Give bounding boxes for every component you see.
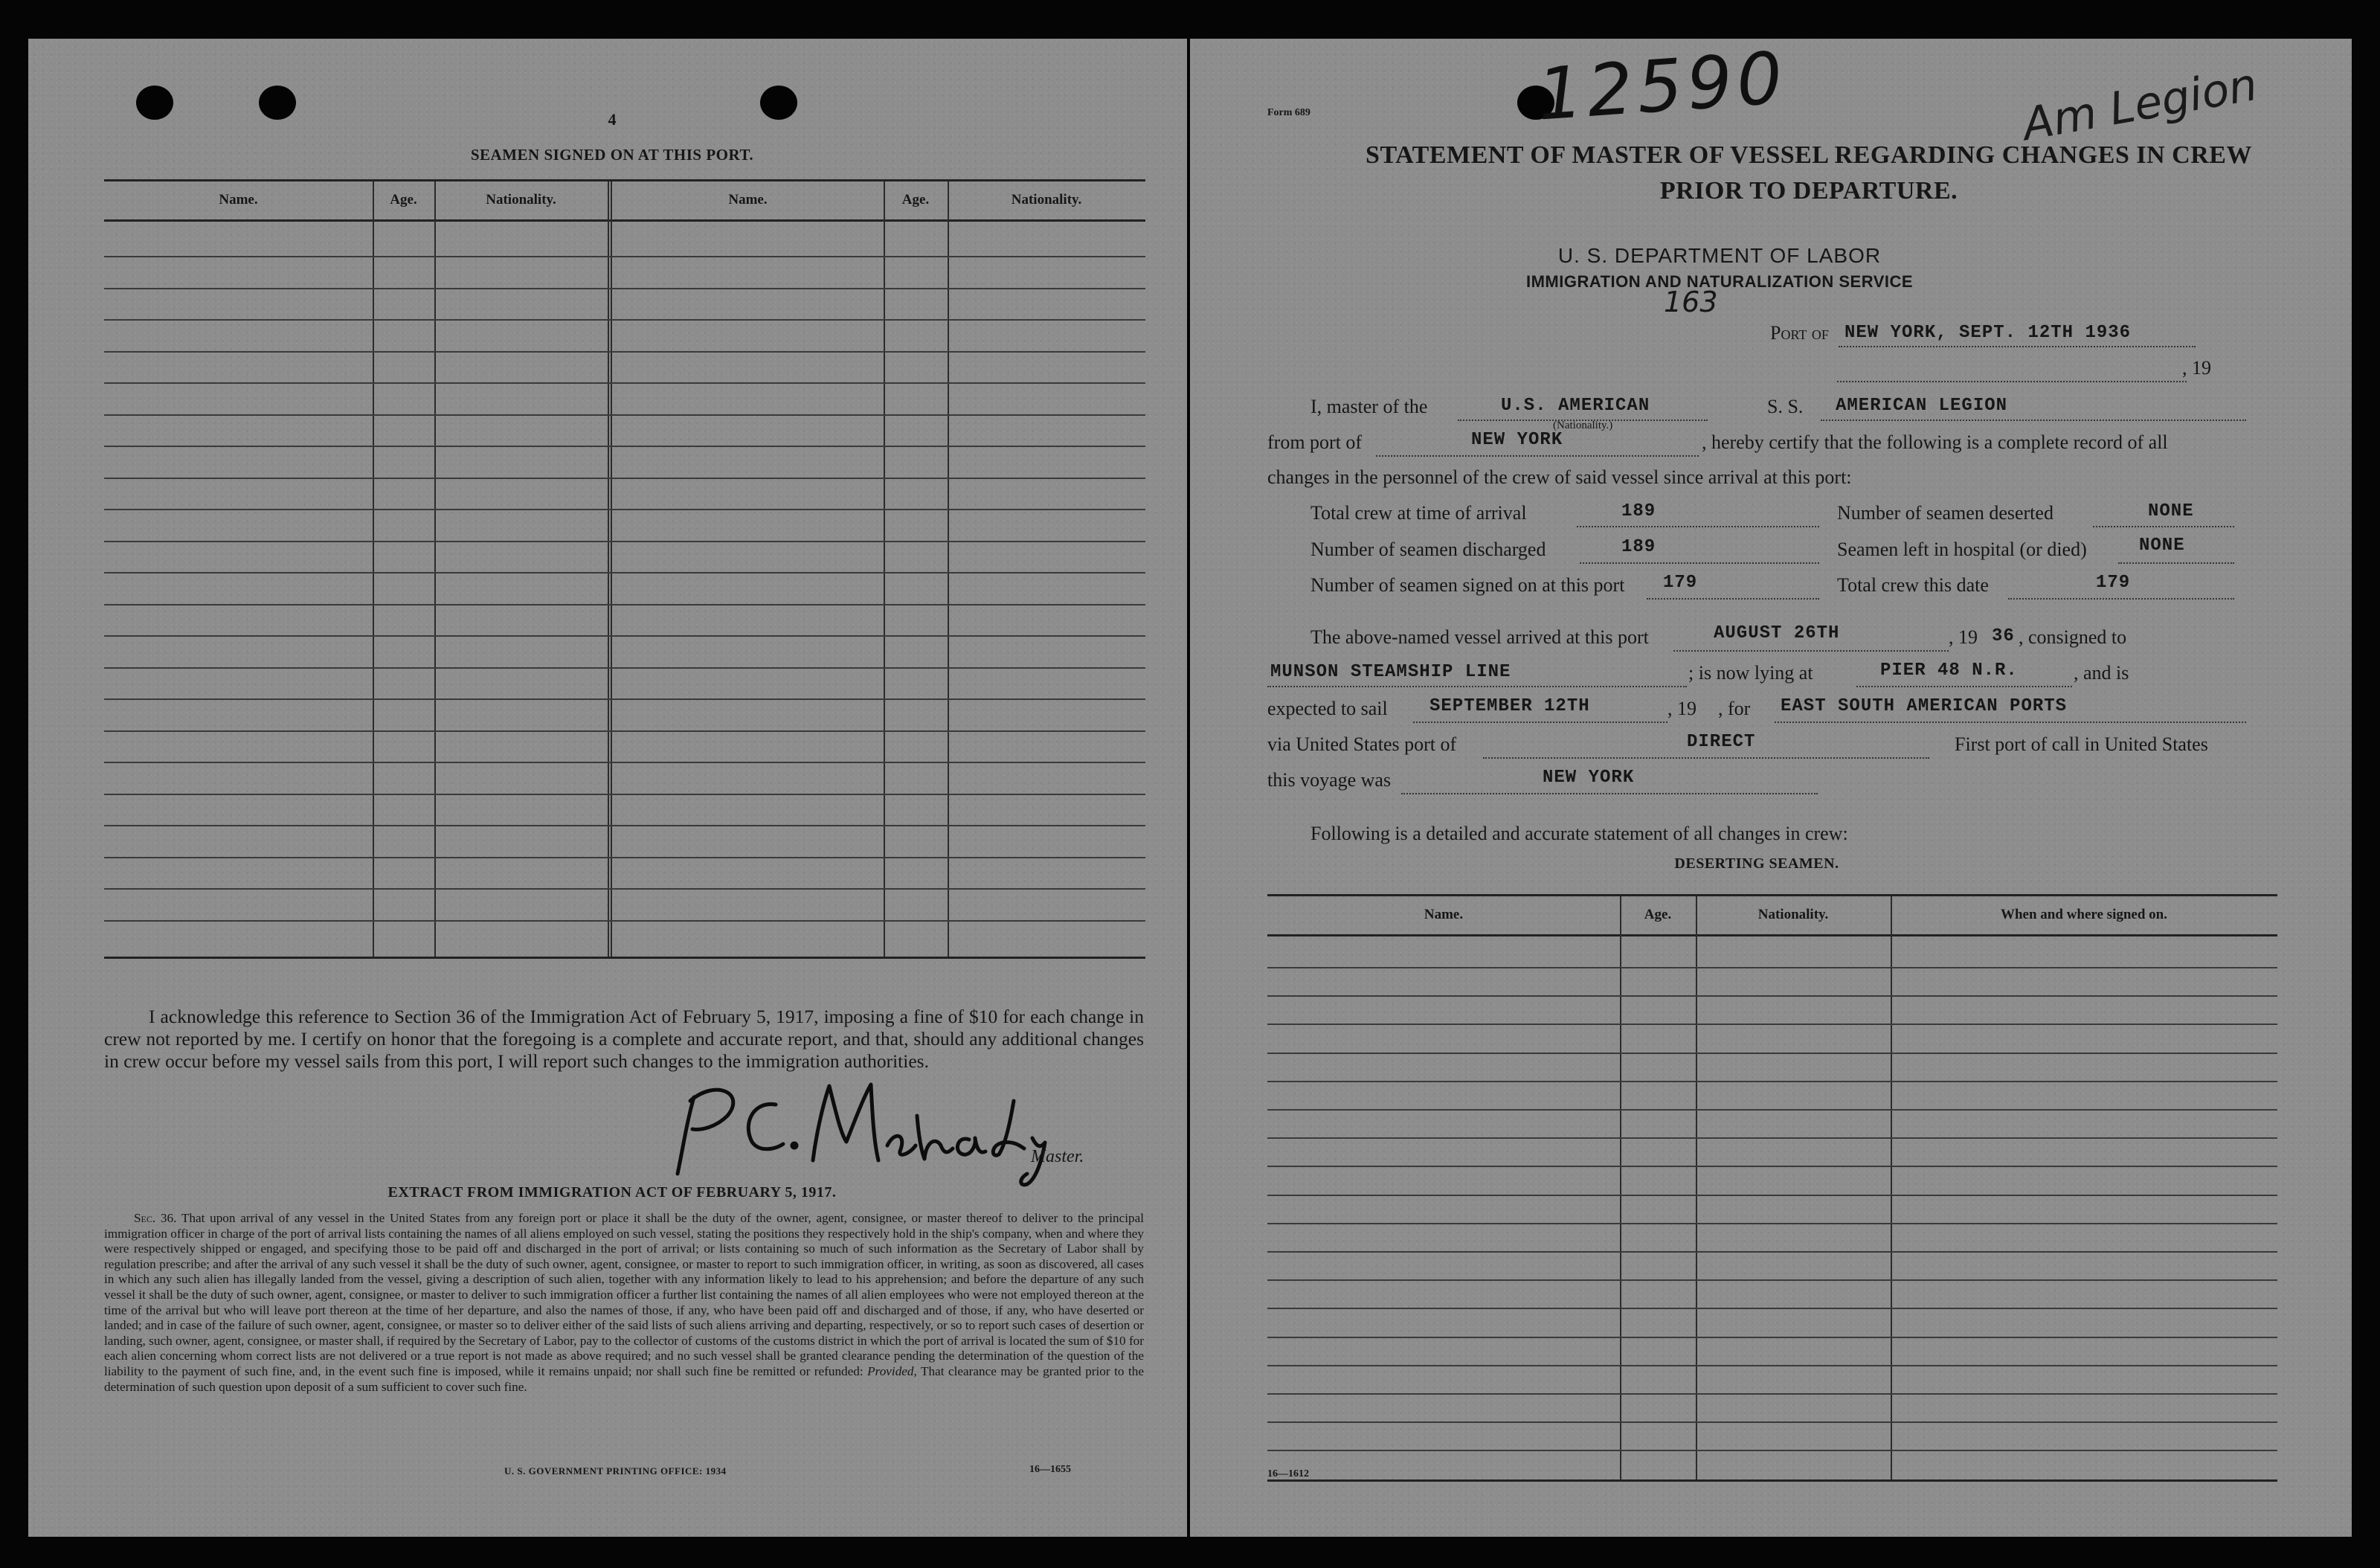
service-name: IMMIGRATION AND NATURALIZATION SERVICE bbox=[1525, 272, 1914, 291]
year-suffix: , 19 bbox=[2182, 357, 2211, 379]
table-header-row bbox=[1267, 896, 2277, 936]
table-row-rule bbox=[1267, 1053, 2277, 1054]
column-divider bbox=[608, 181, 612, 959]
expected-value: SEPTEMBER 12TH bbox=[1429, 696, 1590, 716]
port-value: NEW YORK, SEPT. 12TH 1936 bbox=[1844, 323, 2132, 343]
date-field-line bbox=[1837, 360, 2187, 382]
signed-on-label: Number of seamen signed on at this port bbox=[1310, 574, 1625, 596]
table-row-rule bbox=[104, 541, 1145, 542]
deserted-label: Number of seamen deserted bbox=[1837, 502, 2053, 524]
table-row-rule bbox=[1267, 1137, 2277, 1139]
stamp-number: 12590 bbox=[1534, 36, 1789, 137]
col-age-header: Age. bbox=[390, 192, 417, 208]
lying-label: ; is now lying at bbox=[1688, 662, 1813, 684]
page-number: 4 bbox=[608, 110, 617, 129]
table-row-rule bbox=[1267, 1421, 2277, 1423]
handwritten-vessel-note: Am Legion bbox=[2019, 58, 2262, 152]
seamen-signed-table bbox=[104, 179, 1145, 959]
nationality-value: U.S. AMERICAN bbox=[1501, 396, 1650, 416]
following-text: Following is a detailed and accurate statement of all changes in crew: bbox=[1310, 823, 1848, 844]
voyage-value: NEW YORK bbox=[1543, 768, 1635, 788]
table-row-rule bbox=[1267, 1365, 2277, 1366]
table-row-rule bbox=[104, 825, 1145, 826]
column-divider bbox=[373, 181, 374, 959]
col-name-header: Name. bbox=[219, 192, 258, 208]
from-port-value: NEW YORK bbox=[1471, 430, 1563, 450]
total-crew-date-value: 179 bbox=[2096, 573, 2131, 593]
arrived-value: AUGUST 26TH bbox=[1714, 623, 1840, 643]
table-row-rule bbox=[104, 794, 1145, 795]
table-row-rule bbox=[104, 351, 1145, 353]
col-nationality-header: Nationality. bbox=[1757, 907, 1829, 922]
table-row-rule bbox=[104, 478, 1145, 479]
table-row-rule bbox=[104, 635, 1145, 637]
seamen-signed-heading: SEAMEN SIGNED ON AT THIS PORT. bbox=[470, 146, 754, 164]
table-row-rule bbox=[1267, 1393, 2277, 1395]
table-row-rule bbox=[104, 667, 1145, 669]
form-title-line1: STATEMENT OF MASTER OF VESSEL REGARDING CHANGES IN CREW bbox=[1366, 141, 2252, 169]
handwritten-number: 163 bbox=[1664, 286, 1718, 318]
discharged-label: Number of seamen discharged bbox=[1310, 539, 1546, 560]
extract-text bbox=[104, 1211, 1144, 1395]
table-row-rule bbox=[104, 319, 1145, 321]
table-row-rule bbox=[104, 509, 1145, 510]
via-label: via United States port of bbox=[1267, 733, 1457, 755]
form-label: Form 689 bbox=[1267, 107, 1310, 118]
form-title-line2: PRIOR TO DEPARTURE. bbox=[1659, 177, 1958, 205]
arrived-year-prefix: , 19 bbox=[1949, 626, 1978, 648]
via-value: DIRECT bbox=[1687, 732, 1756, 752]
for-label: , for bbox=[1718, 698, 1751, 719]
column-divider bbox=[434, 181, 436, 959]
col-nationality-header: Nationality. bbox=[1011, 192, 1082, 208]
discharged-line bbox=[1580, 542, 1819, 564]
table-row-rule bbox=[1267, 1308, 2277, 1309]
table-row-rule bbox=[1267, 1337, 2277, 1338]
for-value: EAST SOUTH AMERICAN PORTS bbox=[1781, 696, 2068, 716]
master-signature bbox=[664, 1071, 1066, 1190]
column-divider bbox=[948, 181, 949, 959]
vessel-name: AMERICAN LEGION bbox=[1836, 396, 2008, 416]
first-port-label: First port of call in United States bbox=[1955, 733, 2208, 755]
department-name: U. S. DEPARTMENT OF LABOR bbox=[1557, 244, 1882, 267]
left-page bbox=[28, 39, 1187, 1537]
table-row-rule bbox=[1267, 1251, 2277, 1253]
port-label: Port of bbox=[1770, 322, 1829, 344]
table-row-rule bbox=[104, 446, 1145, 447]
table-row-rule bbox=[104, 762, 1145, 763]
acknowledgment-text: I acknowledge this reference to Section 36 of the Immigration Act of February 5, 1917, imposing a fine of $10 for each change in crew not reported by me. I certify on honor that the foregoing is a complete and accurate report, and that, should any additional changes in crew occur before my vessel sails from this port, I will report such changes to the immigration authorities. bbox=[104, 1006, 1144, 1072]
table-row-rule bbox=[104, 256, 1145, 257]
right-page bbox=[1190, 36, 2352, 1537]
hospital-value: NONE bbox=[2139, 536, 2185, 556]
arrived-label: The above-named vessel arrived at this port bbox=[1310, 626, 1649, 648]
printer-imprint: U. S. GOVERNMENT PRINTING OFFICE: 1934 bbox=[504, 1465, 727, 1477]
lying-value: PIER 48 N.R. bbox=[1880, 661, 2018, 681]
voyage-label: this voyage was bbox=[1267, 769, 1392, 791]
table-row-rule bbox=[1267, 1279, 2277, 1281]
col-name-header: Name. bbox=[728, 192, 768, 208]
table-row-rule bbox=[104, 730, 1145, 732]
col-when-where-header: When and where signed on. bbox=[2000, 907, 2167, 922]
table-row-rule bbox=[1267, 995, 2277, 997]
certify-text: , hereby certify that the following is a complete record of all bbox=[1702, 431, 2168, 453]
master-title: Master. bbox=[1031, 1147, 1084, 1166]
table-row-rule bbox=[1267, 1109, 2277, 1111]
form-code: 16—1655 bbox=[1029, 1464, 1071, 1475]
col-nationality-header: Nationality. bbox=[486, 192, 556, 208]
expected-label: expected to sail bbox=[1267, 698, 1388, 719]
table-row-rule bbox=[104, 604, 1145, 605]
consigned-label: , consigned to bbox=[2019, 626, 2127, 648]
proviso-label: Provided, bbox=[867, 1363, 917, 1378]
table-row-rule bbox=[104, 288, 1145, 289]
deserting-seamen-table bbox=[1267, 894, 2277, 1482]
total-crew-arrival-label: Total crew at time of arrival bbox=[1310, 502, 1527, 524]
table-row-rule bbox=[104, 698, 1145, 700]
certify-text-2: changes in the personnel of the crew of said vessel since arrival at this port: bbox=[1267, 466, 1852, 488]
table-row-rule bbox=[1267, 1081, 2277, 1082]
table-row-rule bbox=[1267, 1195, 2277, 1196]
total-crew-arrival-value: 189 bbox=[1621, 501, 1656, 521]
section-body: That upon arrival of any vessel in the United States from any foreign port or place it shall be the duty of the owner, agent, consignee, or master thereof to deliver to the principal immigration officer in charge of the port of arrival lists containing the names of all aliens employed on such vessel, stating the positions they respectively hold in the ship's company, when and where they were respectively shipped or engaged, and specifying those to be paid off and discharged in the port of arrival; or lists containing so much of such information as the Secretary of Labor shall by regulation prescribe; and after the arrival of any such vessel it shall be the duty of such owner, agent, consignee, or master to report to such immigration officer, in writing, as soon as discovered, all cases in which any such alien has illegally landed from the vessel, giving a description of such alien, together with any information likely to lead to his apprehension; and before the departure of any such vessel it shall be the duty of such owner, agent, consignee, or master to deliver to such immigration officer a further list containing the names of all alien employees who were not employed thereon at the time of the arrival but who will leave port thereon at the time of her departure, and also the names of those, if any, who have been paid off and discharged and of those, if any, who have deserted or landed; and in case of the failure of such owner, agent, consignee, or master so to deliver either of the said lists of such aliens arriving and departing, respectively, or so to report such cases of desertion or landing, such owner, agent, consignee, or master shall, if required by the Secretary of Labor, pay to the collector of customs of the customs district in which the port of arrival is located the sum of $10 for each alien concerning whom correct lists are not delivered or a true report is not made as above required; and no such vessel shall be granted clearance pending the determination of the question of the liability to the payment of such fine, and, in the event such fine is imposed, while it remains unpaid; nor shall such fine be remitted or refunded: bbox=[104, 1211, 1144, 1378]
discharged-value: 189 bbox=[1621, 537, 1656, 557]
ss-label: S. S. bbox=[1767, 396, 1804, 417]
nationality-caption: (Nationality.) bbox=[1553, 420, 1613, 431]
from-port-label: from port of bbox=[1267, 431, 1363, 453]
extract-heading: EXTRACT FROM IMMIGRATION ACT OF FEBRUARY 5, 1917. bbox=[387, 1184, 837, 1201]
col-age-header: Age. bbox=[1644, 907, 1672, 922]
expected-year-label: , 19 bbox=[1667, 698, 1696, 719]
col-name-header: Name. bbox=[1424, 907, 1464, 922]
col-age-header: Age. bbox=[901, 192, 930, 208]
total-crew-arrival-line bbox=[1577, 505, 1819, 527]
table-bottom-rule bbox=[104, 957, 1145, 959]
table-row-rule bbox=[104, 572, 1145, 573]
table-row-rule bbox=[104, 414, 1145, 416]
column-divider bbox=[884, 181, 885, 959]
section-label: Sec. 36. bbox=[134, 1211, 177, 1225]
consignee-value: MUNSON STEAMSHIP LINE bbox=[1270, 662, 1511, 682]
table-row-rule bbox=[1267, 1166, 2277, 1167]
table-row-rule bbox=[104, 888, 1145, 890]
master-of-label: I, master of the bbox=[1310, 396, 1428, 417]
deserted-value: NONE bbox=[2148, 501, 2194, 521]
signed-on-value: 179 bbox=[1663, 573, 1698, 593]
hospital-label: Seamen left in hospital (or died) bbox=[1837, 539, 2087, 560]
table-row-rule bbox=[1267, 1223, 2277, 1224]
form-code: 16—1612 bbox=[1267, 1468, 1309, 1479]
table-row-rule bbox=[104, 857, 1145, 858]
deserting-heading: DESERTING SEAMEN. bbox=[1674, 855, 1839, 872]
total-crew-date-label: Total crew this date bbox=[1837, 574, 1989, 596]
table-row-rule bbox=[1267, 967, 2277, 968]
table-row-rule bbox=[104, 382, 1145, 384]
table-row-rule bbox=[1267, 1024, 2277, 1025]
arrived-year-value: 36 bbox=[1992, 626, 2015, 646]
table-header-row bbox=[104, 181, 1145, 222]
table-row-rule bbox=[1267, 1450, 2277, 1451]
table-row-rule bbox=[104, 920, 1145, 922]
proviso-text: That clearance may be granted prior to the determination of such question upon deposit of a sum sufficient to cover such fine. bbox=[104, 1363, 1144, 1394]
table-bottom-rule bbox=[1267, 1479, 2277, 1482]
and-is-label: , and is bbox=[2074, 662, 2129, 684]
